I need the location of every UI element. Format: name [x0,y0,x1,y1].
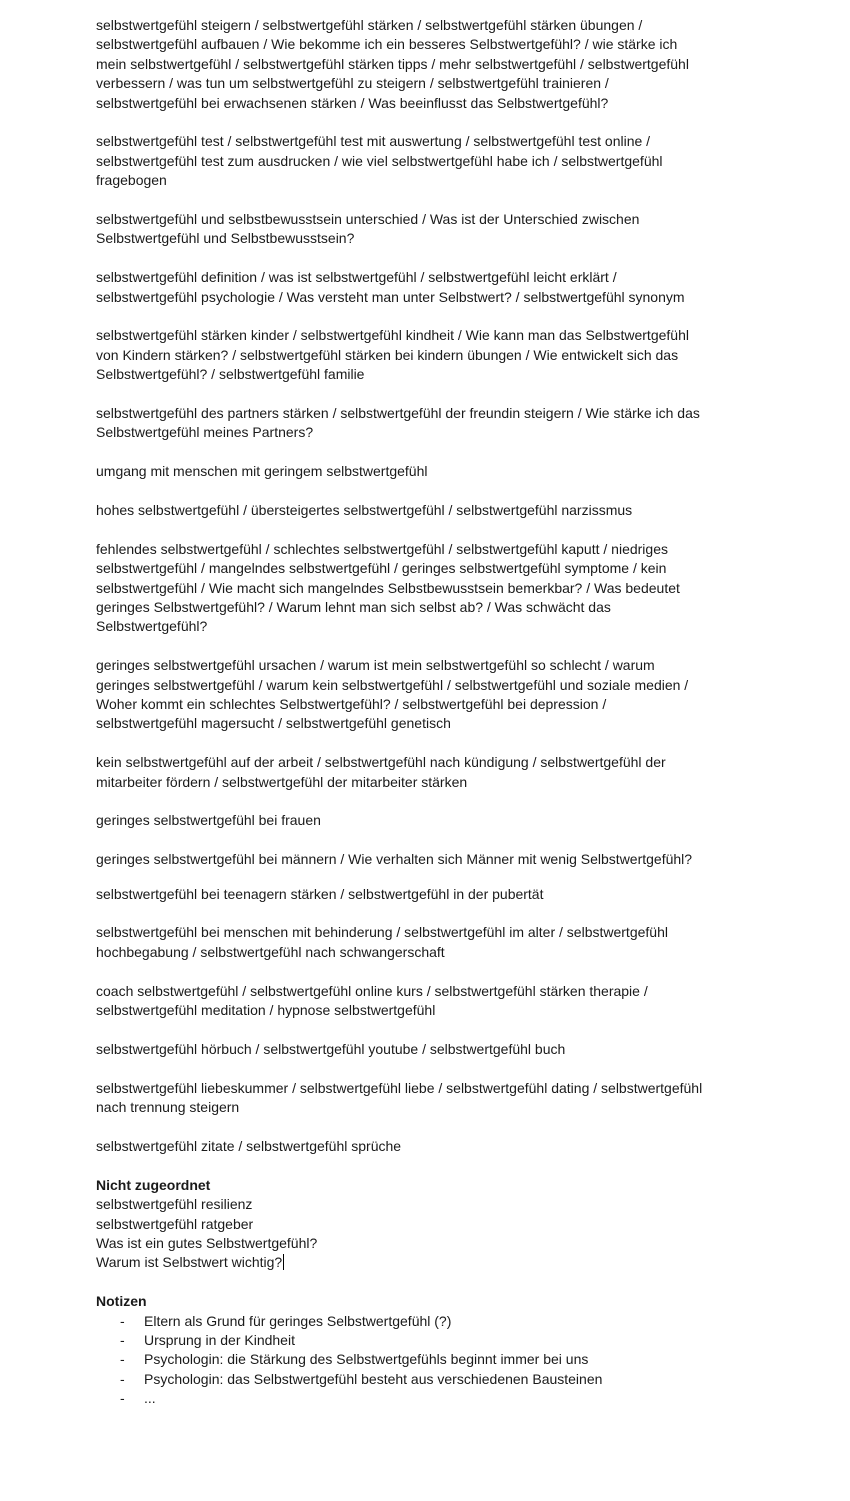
bullet-dash: - [120,1370,125,1387]
keyword-paragraph: geringes selbstwertgefühl bei männern / Wie verhalten sich Männer mit wenig Selbstwertgefühl? [96,851,693,868]
keyword-paragraph: geringes selbstwertgefühl ursachen / warum ist mein selbstwertgefühl so schlecht / warum geringes selbstwertgefühl / warum kein selbstwertgefühl / selbstwertgefühl und soziale medien / Woher kommt ein schlechtes Selbstwertgefühl? / selbstwertgefühl bei depression / selbstwertgefühl magersucht / selbstwertgefühl genetisch [96,657,689,732]
bullet-dash: - [120,1390,125,1407]
keyword-paragraph: selbstwertgefühl und selbstbewusstsein unterschied / Was ist der Unterschied zwischen Selbstwertgefühl und Selbstbewusstsein? [96,211,640,247]
bullet-dash: - [120,1312,125,1329]
list-item-text: ... [144,1390,156,1407]
document-body[interactable] [96,16,711,1428]
keyword-paragraph: umgang mit menschen mit geringem selbstwertgefühl [96,463,428,480]
unassigned-section [96,1176,711,1273]
keyword-paragraph: fehlendes selbstwertgefühl / schlechtes selbstwertgefühl / selbstwertgefühl kaputt / niedriges selbstwertgefühl / mangelndes selbstwertgefühl / geringes selbstwertgefühl symptome / kein selbstwertgefühl / Wie macht sich mangelndes Selbstbewusstsein bemerkbar? / Was bedeutet geringes Selbstwertgefühl? / Warum lehnt man sich selbst ab? / Was schwächt das Selbstwertgefühl? [96,540,680,635]
notes-section [96,1292,711,1408]
keyword-paragraph: hohes selbstwertgefühl / übersteigertes selbstwertgefühl / selbstwertgefühl narzissmus [96,502,633,519]
text-cursor [283,1254,284,1270]
keyword-paragraph: selbstwertgefühl bei teenagern stärken / selbstwertgefühl in der pubertät [96,885,544,902]
keyword-paragraph: selbstwertgefühl definition / was ist selbstwertgefühl / selbstwertgefühl leicht erklärt / selbstwertgefühl psychologie / Was versteht man unter Selbstwert? / selbstwertgefühl synonym [96,269,685,305]
keyword-paragraph: selbstwertgefühl des partners stärken / selbstwertgefühl der freundin steigern / Wie stärke ich das Selbstwertgefühl meines Partners? [96,405,700,441]
unassigned-line-text: Warum ist Selbstwert wichtig? [96,1254,283,1271]
list-item-text: Psychologin: die Stärkung des Selbstwertgefühls beginnt immer bei uns [144,1351,589,1368]
keyword-paragraph: selbstwertgefühl bei menschen mit behinderung / selbstwertgefühl im alter / selbstwertgefühl hochbegabung / selbstwertgefühl nach schwangerschaft [96,924,668,960]
unassigned-line-with-cursor[interactable] [96,1253,711,1272]
list-item-text: Eltern als Grund für geringes Selbstwertgefühl (?) [144,1312,452,1329]
keyword-paragraph: selbstwertgefühl steigern / selbstwertgefühl stärken / selbstwertgefühl stärken übungen / selbstwertgefühl aufbauen / Wie bekomme ich ein besseres Selbstwertgefühl? / wie stärke ich mein selbstwertgefühl / selbstwertgefühl stärken tipps / mehr selbstwertgefühl / selbstwertgefühl verbessern / was tun um selbstwertgefühl zu steigern / selbstwertgefühl trainieren / selbstwertgefühl bei erwachsenen stärken / Was beeinflusst das Selbstwertgefühl? [96,17,689,111]
keyword-paragraph: kein selbstwertgefühl auf der arbeit / selbstwertgefühl nach kündigung / selbstwertgefühl der mitarbeiter fördern / selbstwertgefühl der mitarbeiter stärken [96,754,666,790]
list-item-text: Psychologin: das Selbstwertgefühl besteht aus verschiedenen Bausteinen [144,1370,603,1387]
list-item [96,1312,711,1331]
section-heading: Notizen [96,1293,147,1310]
list-item-text: Ursprung in der Kindheit [144,1331,295,1348]
unassigned-line: selbstwertgefühl resilienz [96,1196,253,1213]
keyword-paragraph: coach selbstwertgefühl / selbstwertgefühl online kurs / selbstwertgefühl stärken therapie / selbstwertgefühl meditation / hypnose selbstwertgefühl [96,982,648,1019]
keyword-paragraph: selbstwertgefühl test / selbstwertgefühl test mit auswertung / selbstwertgefühl test online / selbstwertgefühl test zum ausdrucken / wie viel selbstwertgefühl habe ich / selbstwertgefühl fragebogen [96,133,663,189]
notes-list [96,1312,711,1409]
keyword-paragraph: selbstwertgefühl liebeskummer / selbstwertgefühl liebe / selbstwertgefühl dating / selbstwertgefühl nach trennung steigern [96,1079,703,1116]
keyword-paragraph: selbstwertgefühl stärken kinder / selbstwertgefühl kindheit / Wie kann man das Selbstwertgefühl von Kindern stärken? / selbstwertgefühl stärken bei kindern übungen / Wie entwickelt sich das Selbstwertgefühl? / selbstwertgefühl familie [96,327,689,383]
keyword-paragraph: selbstwertgefühl hörbuch / selbstwertgefühl youtube / selbstwertgefühl buch [96,1040,566,1057]
unassigned-line: Was ist ein gutes Selbstwertgefühl? [96,1234,318,1251]
bullet-dash: - [120,1351,125,1368]
list-item [96,1389,711,1408]
keyword-paragraph: selbstwertgefühl zitate / selbstwertgefühl sprüche [96,1137,402,1154]
bullet-dash: - [120,1331,125,1348]
list-item [96,1370,711,1389]
section-heading: Nicht zugeordnet [96,1176,211,1193]
keyword-paragraph: geringes selbstwertgefühl bei frauen [96,812,321,829]
list-item [96,1331,711,1350]
list-item [96,1350,711,1369]
unassigned-line: selbstwertgefühl ratgeber [96,1215,254,1232]
